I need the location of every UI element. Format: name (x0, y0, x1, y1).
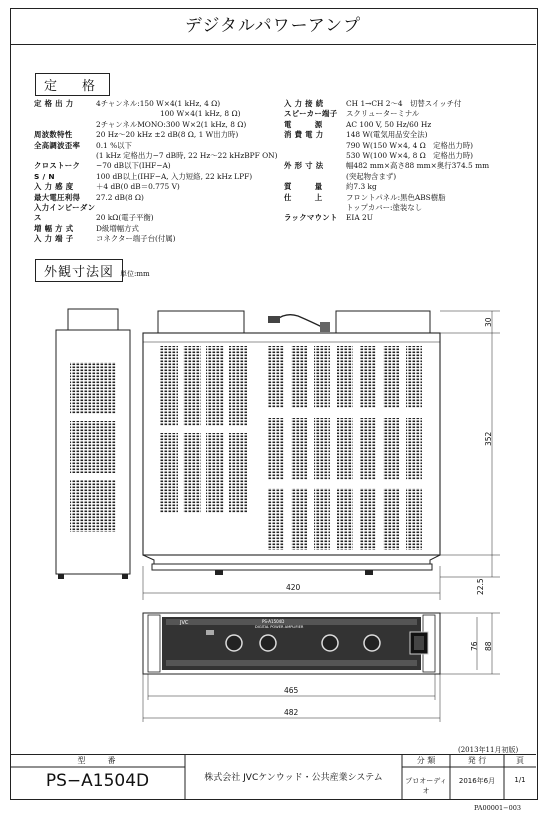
spec-key: 質 量 (284, 182, 323, 192)
page-title: デジタルパワーアンプ (10, 8, 536, 45)
dim-22-5: 22.5 (476, 578, 485, 595)
dim-76: 76 (470, 641, 479, 651)
unit-label: 単位:mm (120, 270, 150, 278)
spec-value: D級増幅方式 (96, 223, 139, 233)
spec-key: S / N (34, 171, 55, 181)
spec-value: フロントパネル:黒色ABS樹脂 (346, 192, 446, 202)
spec-key: ラックマウント (284, 213, 338, 223)
dim-482: 482 (284, 708, 299, 717)
spec-value: −70 dB以下(IHF−A) (96, 161, 171, 171)
edition-note: (2013年11月初版) (458, 746, 519, 754)
spec-value: スクリューターミナル (346, 109, 420, 119)
spec-value: (突起物含まず) (346, 171, 397, 181)
page-label: 頁 (516, 756, 524, 765)
front-logo: JVC (180, 620, 189, 626)
spec-key: 仕 上 (284, 192, 323, 202)
spec-value: 20 kΩ(電子平衡) (96, 213, 154, 223)
spec-heading: 定 格 (35, 73, 110, 96)
spec-key: 全高調波歪率 (34, 140, 81, 150)
spec-value: 幅482 mm×高さ88 mm×奥行374.5 mm (346, 161, 490, 171)
dim-30: 30 (484, 317, 493, 327)
spec-value: 100 dB以上(IHF−A, 入力短絡, 22 kHz LPF) (96, 171, 253, 181)
spec-value: 790 W(150 W×4, 4 Ω 定格出力時) (346, 140, 473, 150)
doc-code: PA00001−003 (474, 804, 522, 812)
spec-key: 消 費 電 力 (284, 130, 324, 140)
type-label: 型 番 (77, 756, 118, 765)
spec-key: 外 形 寸 法 (284, 161, 324, 171)
side-view (56, 309, 130, 579)
spec-key: 定 格 出 力 (34, 99, 74, 108)
spec-value: EIA 2U (346, 213, 373, 223)
spec-key: 入 力 接 続 (284, 99, 324, 108)
spec-value: コネクター端子台(付属) (96, 234, 176, 244)
dim-465: 465 (284, 686, 299, 695)
spec-key: 電 源 (284, 119, 323, 129)
spec-value: 530 W(100 W×4, 8 Ω 定格出力時) (346, 151, 473, 161)
front-name: DIGITAL POWER AMPLIFIER (255, 625, 304, 629)
spec-key: クロストーク (34, 161, 81, 171)
spec-key: 最大電圧利得 (34, 192, 81, 202)
class-value: プロオーディオ (405, 777, 447, 795)
spec-key: スピーカー端子 (284, 109, 338, 119)
issue-value: 2016年6月 (458, 777, 496, 785)
spec-value: CH 1→CH 2～4 切替スイッチ付 (346, 99, 462, 108)
front-model: PS-A1504D (262, 619, 285, 624)
spec-value: 100 W×4(1 kHz, 8 Ω) (160, 109, 241, 119)
spec-key: 増 幅 方 式 (34, 223, 74, 233)
spec-value: 2チャンネルMONO:300 W×2(1 kHz, 8 Ω) (96, 119, 247, 129)
top-view (143, 311, 440, 575)
spec-value: トップカバー:塗装なし (346, 203, 423, 213)
spec-key: 入力インピーダンス (34, 203, 96, 223)
dim-heading: 外観寸法図 (35, 259, 123, 282)
spec-value: 0.1 %以下 (96, 140, 132, 150)
title-block (10, 754, 536, 799)
model-number: PS−A1504D (45, 771, 150, 791)
class-label: 分 類 (416, 756, 436, 765)
spec-key: 入 力 端 子 (34, 234, 74, 244)
spec-value: AC 100 V, 50 Hz/60 Hz (346, 119, 432, 129)
spec-value: 約7.3 kg (346, 182, 377, 192)
dim-420: 420 (286, 583, 301, 592)
dim-352: 352 (484, 431, 493, 446)
page-value: 1/1 (514, 776, 526, 784)
spec-key: 入 力 感 度 (34, 182, 74, 192)
company-name: 株式会社 JVCケンウッド・公共産業システム (204, 773, 383, 783)
spec-value: 20 Hz～20 kHz ±2 dB(8 Ω, 1 W出力時) (96, 130, 239, 140)
spec-value: 27.2 dB(8 Ω) (96, 192, 144, 202)
issue-label: 発 行 (467, 756, 487, 765)
spec-value: 4チャンネル:150 W×4(1 kHz, 4 Ω) (96, 99, 221, 108)
spec-value: (1 kHz 定格出力−7 dB時, 22 Hz～22 kHzBPF ON) (96, 151, 278, 161)
spec-value: ＋4 dB(0 dB＝0.775 V) (96, 182, 180, 192)
dim-88: 88 (484, 641, 493, 651)
spec-key: 周波数特性 (34, 130, 73, 140)
spec-value: 148 W(電気用品安全法) (346, 130, 428, 140)
